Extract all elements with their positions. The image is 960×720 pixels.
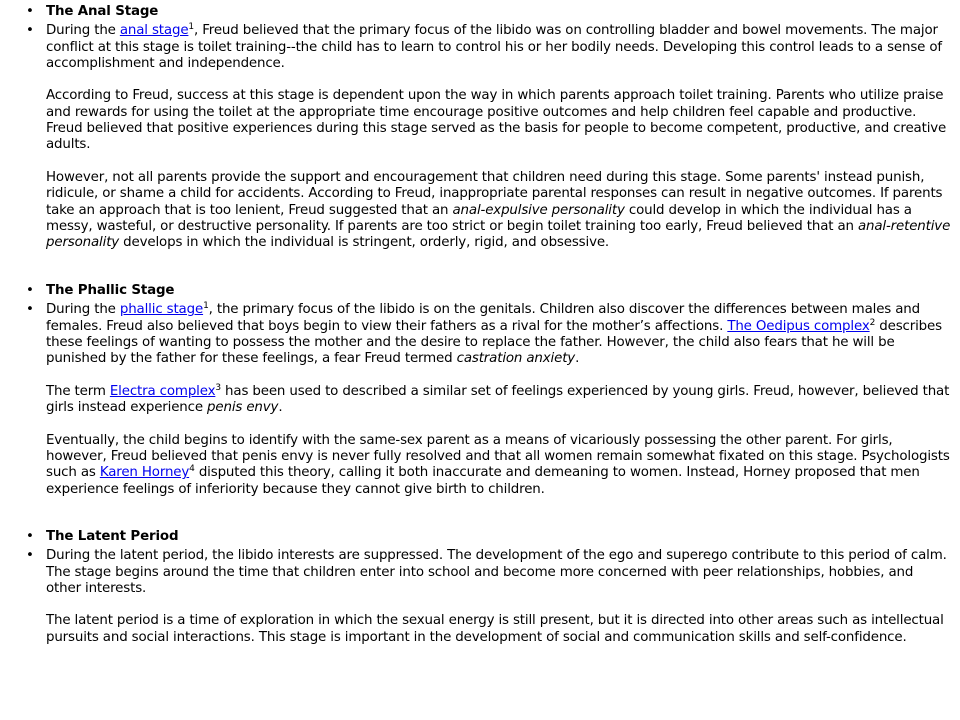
footnote-ref: 3 <box>215 382 221 393</box>
bullet: • <box>26 302 34 318</box>
anal-heading-item <box>0 4 960 20</box>
section-latent-period <box>0 529 960 646</box>
phallic-paragraph-2: The term Electra complex$^3$ has been used to described a similar set of feelings experienced by young girls. Freud, however, believed that girls instead experience penis envy. <box>46 382 950 416</box>
phallic-paragraph-1: During the phallic stage$^1$, the primary focus of the libido is on the genitals. Children also discover the differences between males and females. Freud also believed that boys begin to view their fathers as a rival for the mother’s affections. The Oedipus complex$^2$ describes these feelings of wanting to possess the mother and the desire to replace the father. However, the child also fears that he will be punished by the father for these feelings, a fear Freud termed castration anxiety. <box>46 301 942 367</box>
anal-body-item <box>0 23 960 251</box>
latent-paragraph-1: During the latent period, the libido interests are suppressed. The development of the ego and superego contribute to this period of calm. The stage begins around the time that children enter into school and become more concerned with peer relationships, hobbies, and other interests. <box>46 548 947 596</box>
footnote-ref: 1 <box>188 22 194 33</box>
footnote-ref: 4 <box>189 464 195 475</box>
phallic-heading-item <box>0 283 960 299</box>
footnote-ref: 2 <box>869 317 876 328</box>
phallic-body-item <box>0 302 960 498</box>
section-anal-stage <box>0 4 960 251</box>
electra-complex-link[interactable]: Electra complex <box>109 383 216 399</box>
castration-anxiety-term: castration anxiety <box>456 351 576 367</box>
bullet: • <box>26 283 34 298</box>
bullet: • <box>26 23 34 39</box>
anal-stage-link[interactable]: anal stage <box>119 23 189 39</box>
phallic-stage-link[interactable]: phallic stage <box>119 302 204 318</box>
anal-paragraph-2: According to Freud, success at this stage is dependent upon the way in which parents approach toilet training. Parents who utilize praise and rewards for using the toilet at the appropriate time encourage positive outcomes and help children feel capable and productive. Freud believed that positive experiences during this stage served as the basis for people to become competent, productive, and creative adults. <box>46 88 947 153</box>
section-phallic-stage <box>0 283 960 498</box>
bullet: • <box>26 529 34 544</box>
phallic-paragraph-3: Eventually, the child begins to identify with the same-sex parent as a means of vicariously possessing the other parent. For girls, however, Freud believed that penis envy is never fully resolved and that all women remain somewhat fixated on this stage. Psychologists such as Karen Horney$^4$ disputed this theory, calling it both inaccurate and demeaning to women. Instead, Horney proposed that men experience feelings of inferiority because they cannot give birth to children. <box>46 432 950 497</box>
anal-paragraph-3: However, not all parents provide the support and encouragement that children need during this stage. Some parents' instead punish, ridicule, or shame a child for accidents. According to Freud, inappropriate parental responses can result in negative outcomes. If parents take an approach that is too lenient, Freud suggested that an anal-expulsive personality could develop in which the individual has a messy, wasteful, or destructive personality. If parents are too strict or begin toilet training too early, Freud believed that an anal-retentive personality develops in which the individual is stringent, orderly, rigid, and obsessive. <box>46 169 951 251</box>
phallic-stage-heading: The Phallic Stage <box>46 283 175 298</box>
anal-retentive-term: anal-retentive personality <box>46 218 951 251</box>
penis-envy-term: penis envy <box>207 400 279 416</box>
bullet: • <box>26 548 34 564</box>
anal-expulsive-term: anal-expulsive personality <box>452 202 625 218</box>
bullet: • <box>26 4 34 19</box>
footnote-ref: 1 <box>203 301 209 312</box>
latent-body-item <box>0 548 960 646</box>
latent-heading-item <box>0 529 960 545</box>
karen-horney-link[interactable]: Karen Horney <box>99 465 190 481</box>
anal-stage-heading: The Anal Stage <box>46 4 159 19</box>
latent-paragraph-2: The latent period is a time of exploration in which the sexual energy is still present, but it is directed into other areas such as intellectual pursuits and social interactions. This stage is important in the development of social and communication skills and self-confidence. <box>46 613 944 645</box>
anal-paragraph-1: During the anal stage$^1$, Freud believed that the primary focus of the libido was on controlling bladder and bowel movements. The major conflict at this stage is toilet training--the child has to learn to control his or her bodily needs. Developing this control leads to a sense of accomplishment and independence. <box>46 22 942 71</box>
oedipus-complex-link[interactable]: The Oedipus complex <box>727 318 870 334</box>
latent-period-heading: The Latent Period <box>46 529 179 544</box>
